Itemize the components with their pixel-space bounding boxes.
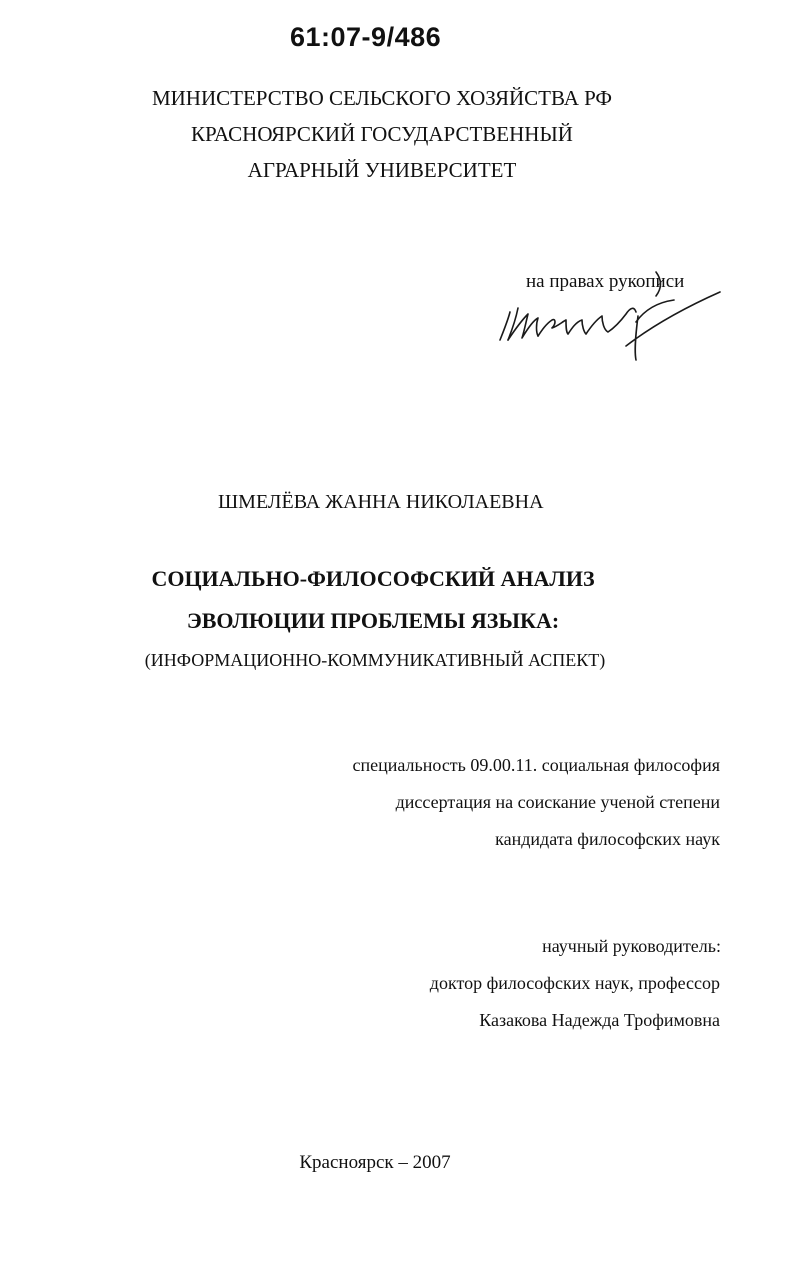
university-name-line1: КРАСНОЯРСКИЙ ГОСУДАРСТВЕННЫЙ	[191, 122, 573, 146]
archive-code: 61:07-9/486	[290, 22, 442, 52]
university-name-line2: АГРАРНЫЙ УНИВЕРСИТЕТ	[247, 158, 517, 182]
manuscript-note: на правах рукописи	[526, 271, 685, 292]
supervisor-label: научный руководитель:	[542, 936, 721, 956]
thesis-title-line2: ЭВОЛЮЦИИ ПРОБЛЕМЫ ЯЗЫКА:	[186, 608, 560, 633]
thesis-title-line1: СОЦИАЛЬНО-ФИЛОСОФСКИЙ АНАЛИЗ	[151, 566, 595, 591]
degree-purpose-line: диссертация на соискание ученой степени	[395, 792, 720, 812]
supervisor-degree: доктор философских наук, профессор	[429, 973, 720, 993]
thesis-subtitle: (ИНФОРМАЦИОННО-КОММУНИКАТИВНЫЙ АСПЕКТ)	[144, 650, 606, 670]
supervisor-name: Казакова Надежда Трофимовна	[479, 1010, 720, 1030]
ministry-name: МИНИСТЕРСТВО СЕЛЬСКОГО ХОЗЯЙСТВА РФ	[151, 86, 613, 110]
handwritten-signature	[496, 262, 728, 372]
specialty-line: специальность 09.00.11. социальная философия	[352, 755, 720, 775]
city-year: Красноярск – 2007	[299, 1152, 451, 1173]
author-name: ШМЕЛЁВА ЖАННА НИКОЛАЕВНА	[218, 491, 544, 513]
degree-name-line: кандидата философских наук	[495, 829, 720, 849]
